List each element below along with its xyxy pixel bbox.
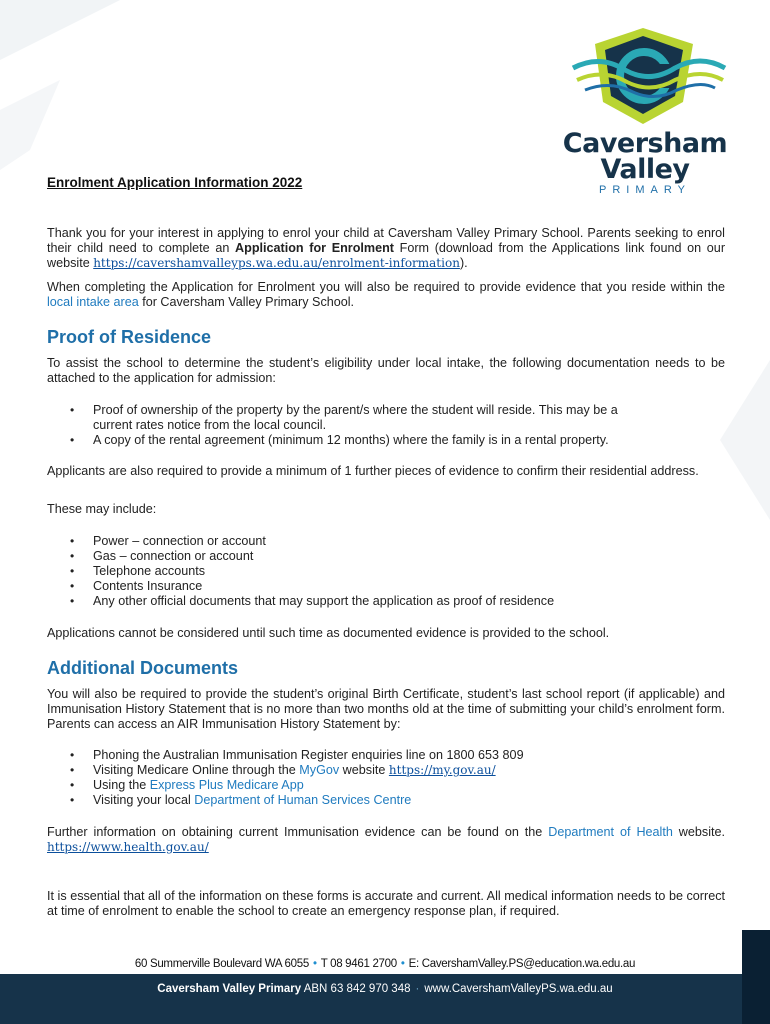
separator-dot-icon: • (312, 958, 317, 970)
intro-text-a: Thank you for your interest in applying to enrol your child at Caversham Valley Primary School. Parents seeking to enrol their child need to complete an (47, 226, 725, 255)
page-title: Enrolment Application Information 2022 (47, 175, 303, 190)
further-text-a: Further information on obtaining current Immunisation evidence can be found on the (47, 825, 549, 839)
additional-intro: You will also be required to provide the student’s original Birth Certificate, student’s last school report (if applicable) and Immunisation History Statement that is no more than two months old at the time of submitting your child’s enrolment form. Parents can access an AIR Immunisation History Statement by: (47, 687, 725, 731)
logo-subtitle: PRIMARY (599, 184, 691, 196)
separator-dot-icon: • (400, 958, 405, 970)
item2-text-b: website (339, 763, 389, 777)
footer-contact-line (0, 958, 770, 970)
logo-name-2: Valley (600, 154, 690, 185)
additional-documents-heading: Additional Documents (47, 658, 239, 678)
intro-paragraph (47, 226, 725, 271)
further-text-b: website. (672, 825, 726, 839)
list-item: • A copy of the rental agreement (minimum 12 months) where the family is in a rental property. (47, 433, 687, 448)
local-intake-area-link[interactable]: local intake area (47, 295, 139, 309)
express-plus-medicare-link[interactable]: Express Plus Medicare App (149, 778, 304, 792)
footer-email[interactable]: E: CavershamValley.PS@education.wa.edu.au (408, 958, 636, 970)
intro-text-c: ). (459, 256, 468, 270)
list-item: • Telephone accounts (47, 564, 725, 579)
footer-corner-shape (742, 930, 770, 1024)
further-information-paragraph (47, 825, 725, 855)
item4-text-a: Visiting your local (93, 793, 195, 807)
cannot-be-considered-paragraph: Applications cannot be considered until such time as documented evidence is provided to the school. (47, 626, 610, 640)
list-item (47, 778, 725, 793)
proof-of-residence-heading: Proof of Residence (47, 327, 212, 347)
human-services-centre-link[interactable]: Department of Human Services Centre (194, 793, 412, 807)
list-item: • Any other official documents that may support the application as proof of residence (47, 594, 725, 609)
logo-emblem-icon (555, 24, 735, 134)
intake-text-b: for Caversham Valley Primary School. (138, 295, 355, 309)
proof-intro: To assist the school to determine the student’s eligibility under local intake, the following documentation needs to be attached to the application for admission: (47, 356, 725, 385)
footer-abn: ABN 63 842 970 348 (303, 983, 411, 995)
footer-website[interactable]: www.CavershamValleyPS.wa.edu.au (424, 983, 613, 995)
footer-address: 60 Summerville Boulevard WA 6055 (134, 958, 309, 970)
footer-phone: T 08 9461 2700 (320, 958, 397, 970)
list-item (47, 763, 725, 778)
logo-name: Caversham (562, 128, 728, 159)
item3-text-a: Using the (93, 778, 150, 792)
immunisation-list (47, 748, 725, 808)
list-item: • Gas – connection or account (47, 549, 725, 564)
separator-dot-icon: · (415, 983, 420, 995)
health-gov-url-link[interactable]: https://www.health.gov.au/ (47, 840, 209, 854)
list-item (47, 793, 725, 808)
footer-bar-text (0, 983, 770, 995)
department-of-health-link[interactable]: Department of Health (548, 825, 673, 839)
mygov-url-link[interactable]: https://my.gov.au/ (388, 763, 496, 777)
item2-text-a: Visiting Medicare Online through the (93, 763, 300, 777)
enrolment-information-link[interactable]: https://cavershamvalleyps.wa.edu.au/enrolment-information (93, 256, 460, 270)
essential-paragraph: It is essential that all of the information on these forms is accurate and current. All medical information needs to be correct at time of enrolment to enable the school to create an emergency response plan, if required. (47, 889, 725, 918)
list-item: • Phoning the Australian Immunisation Register enquiries line on 1800 653 809 (47, 748, 725, 763)
list-item: • Contents Insurance (47, 579, 725, 594)
background-shape-top-left (0, 0, 200, 180)
footer-bar (0, 974, 770, 1024)
intake-paragraph (47, 280, 725, 310)
intake-text-a: When completing the Application for Enrolment you will also be required to provide evidence that you reside within the (47, 280, 725, 294)
intro-text-b: Form (download from the Applications link found on our website (47, 241, 726, 270)
school-logo (555, 24, 735, 199)
mygov-link[interactable]: MyGov (299, 763, 340, 777)
list-item: • Proof of ownership of the property by the parent/s where the student will reside. This may be a current rates notice from the local council. (47, 403, 687, 433)
application-for-enrolment-bold: Application for Enrolment (235, 241, 394, 255)
further-evidence-paragraph: Applicants are also required to provide a minimum of 1 further pieces of evidence to confirm their residential address. (47, 464, 699, 478)
list-item: • Power – connection or account (47, 534, 725, 549)
proof-list-2 (47, 534, 725, 609)
proof-list-1 (47, 403, 725, 448)
may-include-text: These may include: (47, 502, 157, 516)
footer-school-name: Caversham Valley Primary (157, 983, 302, 995)
